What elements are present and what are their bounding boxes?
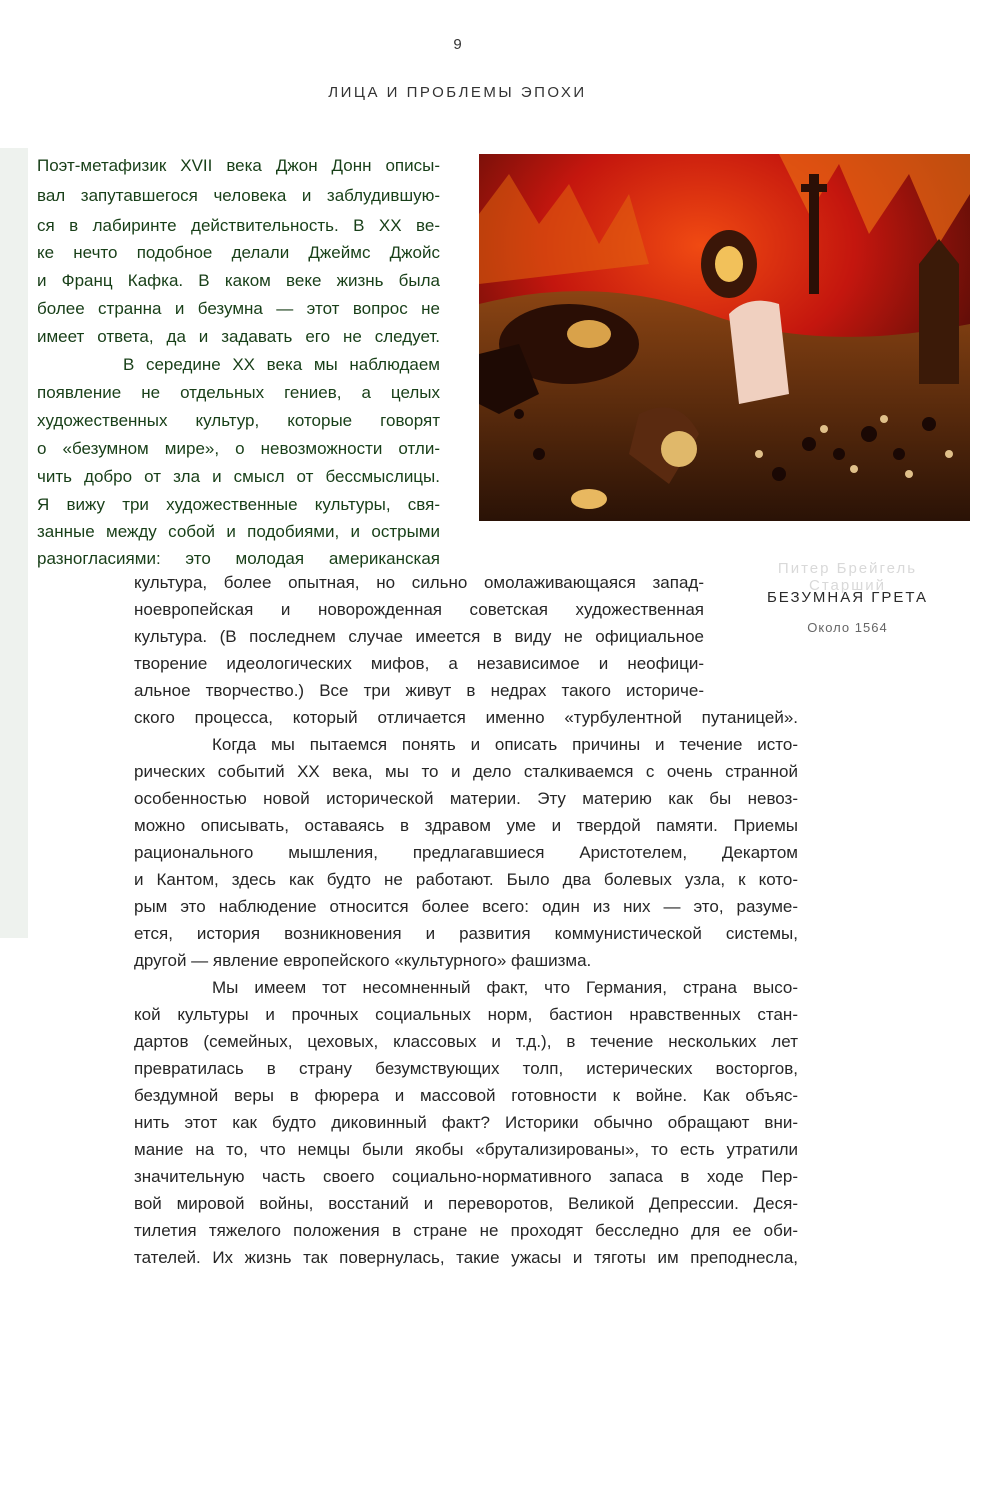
text-line: имеет ответа, да и задавать его не следует. — [37, 327, 440, 346]
text-line: Мы имеем тот несомненный факт, что Германия, страна высо- — [212, 978, 798, 997]
text-line: вал запутавшегося человека и заблудившую- — [37, 186, 440, 205]
page-number: 9 — [453, 36, 462, 53]
text-line: значительную часть своего социально-нормативного запаса в ходе Пер- — [134, 1167, 798, 1186]
text-line: ке нечто подобное делали Джеймс Джойс — [37, 243, 440, 262]
text-line: тилетия тяжелого положения в стране не проходят бесследно для ее оби- — [134, 1221, 798, 1240]
text-line: мание на то, что немцы были якобы «брутализированы», то есть утратили — [134, 1140, 798, 1159]
text-line: дартов (семейных, цеховых, классовых и т.д.), в течение нескольких лет — [134, 1032, 798, 1051]
text-line: Когда мы пытаемся понять и описать причины и течение исто- — [212, 735, 798, 754]
text-line: ского процесса, который отличается именно «турбулентной путаницей». — [134, 708, 798, 727]
text-line: более странна и безумна — этот вопрос не — [37, 299, 440, 318]
text-line: появление не отдельных гениев, а целых — [37, 383, 440, 402]
painting-dulle-griet-icon — [479, 154, 970, 521]
text-line: превратилась в страну безумствующих толп, истерических восторгов, — [134, 1059, 798, 1078]
caption-artist: Питер Брейгель Старший — [777, 560, 918, 594]
text-line: В середине XX века мы наблюдаем — [123, 355, 440, 374]
text-line: бездумной веры в фюрера и массовой готовности к войне. Как объяс- — [134, 1086, 798, 1105]
text-line: ся в лабиринте действительность. В XX ве- — [37, 216, 440, 235]
text-line: Поэт-метафизик XVII века Джон Донн описы- — [37, 156, 440, 175]
text-line: ноевропейская и новорожденная советская художественная — [134, 600, 704, 619]
text-line: культура, более опытная, но сильно омолаживающаяся запад- — [134, 573, 704, 592]
text-line: и Франц Кафка. В каком веке жизнь была — [37, 271, 440, 290]
text-line: альное творчество.) Все три живут в недрах такого историче- — [134, 681, 704, 700]
text-line: особенностью новой исторической материи. Эту материю как бы невоз- — [134, 789, 798, 808]
running-head: ЛИЦА И ПРОБЛЕМЫ ЭПОХИ — [328, 84, 587, 101]
text-line: рым это наблюдение относится более всего: один из них — это, разуме- — [134, 897, 798, 916]
text-line: занные между собой и подобиями, и острыми — [37, 522, 440, 541]
text-line: чить добро от зла и смысл от бессмыслицы. — [37, 467, 440, 486]
caption-title: БЕЗУМНАЯ ГРЕТА — [766, 589, 929, 606]
text-line: Я вижу три художественные культуры, свя- — [37, 495, 440, 514]
text-line: тателей. Их жизнь так повернулась, такие ужасы и тяготы им преподнесла, — [134, 1248, 798, 1267]
text-line: рационального мышления, предлагавшиеся Аристотелем, Декартом — [134, 843, 798, 862]
text-line: культура. (В последнем случае имеется в виду не официальное — [134, 627, 704, 646]
text-line: ется, история возникновения и развития коммунистической системы, — [134, 924, 798, 943]
text-line: художественных культур, которые говорят — [37, 411, 440, 430]
text-line: вой мировой войны, восстаний и переворотов, Великой Депрессии. Деся- — [134, 1194, 798, 1213]
text-line: нить этот как будто диковинный факт? Историки обычно обращают вни- — [134, 1113, 798, 1132]
text-line: о «безумном мире», о невозможности отли- — [37, 439, 440, 458]
text-line: можно описывать, оставаясь в здравом уме и твердой памяти. Приемы — [134, 816, 798, 835]
page-edge-shadow — [0, 148, 28, 938]
text-line: разногласиями: это молодая американская — [37, 549, 440, 568]
text-line: и Кантом, здесь как будто не работают. Было два болевых узла, к кото- — [134, 870, 798, 889]
text-line: рических событий XX века, мы то и дело сталкиваемся с очень странной — [134, 762, 798, 781]
text-line: кой культуры и прочных социальных норм, бастион нравственных стан- — [134, 1005, 798, 1024]
text-line: другой — явление европейского «культурного» фашизма. — [134, 951, 592, 970]
text-line: творение идеологических мифов, а независимое и неофици- — [134, 654, 704, 673]
caption-date: Около 1564 — [807, 620, 888, 635]
painting-image — [479, 154, 970, 521]
